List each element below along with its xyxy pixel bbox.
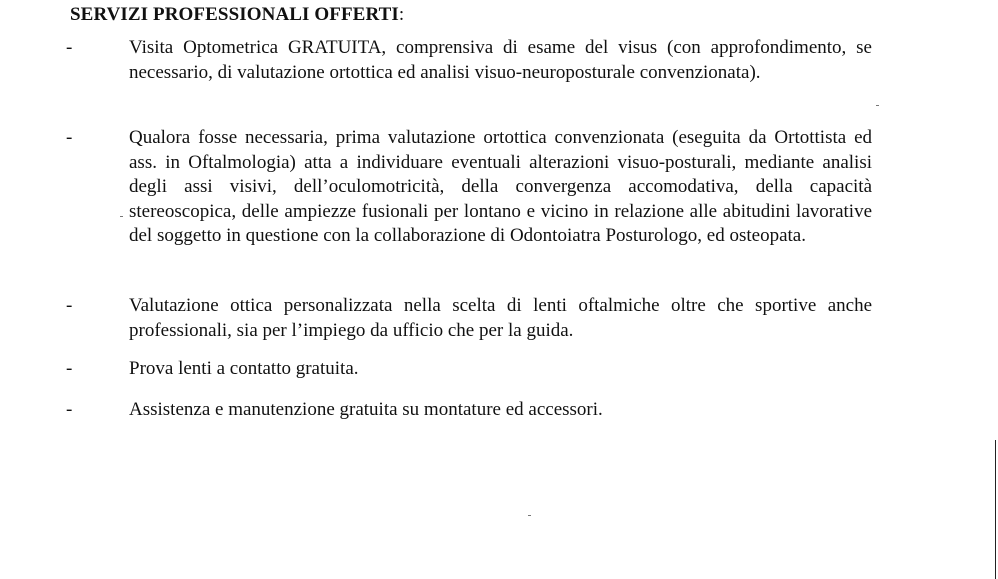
section-heading-text: SERVIZI PROFESSIONALI OFFERTI: [70, 4, 399, 25]
bullet-dash: -: [66, 399, 73, 420]
section-heading: [70, 4, 404, 26]
bullet-dash: -: [66, 358, 73, 379]
scan-speck: [528, 515, 531, 516]
scan-speck: [876, 105, 879, 106]
service-text: Assistenza e manutenzione gratuita su montature ed accessori.: [129, 399, 603, 420]
bullet-dash: -: [66, 127, 73, 148]
bullet-dash: -: [66, 37, 73, 58]
service-text: Qualora fosse necessaria, prima valutazione ortottica convenzionata (eseguita da Ortottista ed ass. in Oftalmologia) atta a individuare eventuali alterazioni visuo-posturali, mediante analisi degli assi visivi, dell’oculomotricità, della convergenza accomodativa, della capacità stereoscopica, delle ampiezze fusionali per lontano e vicino in relazione alle abitudini lavorative del soggetto in questione con la collaborazione di Odontoiatra Posturologo, ed osteopata.: [129, 127, 872, 246]
scan-edge-line: [995, 440, 996, 579]
section-heading-colon: :: [398, 4, 405, 25]
service-text: Visita Optometrica GRATUITA, comprensiva di esame del visus (con approfondimento, se necessario, di valutazione ortottica ed analisi visuo-neuroposturale convenzionata).: [129, 37, 872, 83]
bullet-dash: -: [66, 295, 73, 316]
service-text: Valutazione ottica personalizzata nella scelta di lenti oftalmiche oltre che sportive anche professionali, sia per l’impiego da ufficio che per la guida.: [129, 295, 872, 341]
service-text: Prova lenti a contatto gratuita.: [129, 358, 359, 379]
scan-speck: [120, 216, 123, 217]
